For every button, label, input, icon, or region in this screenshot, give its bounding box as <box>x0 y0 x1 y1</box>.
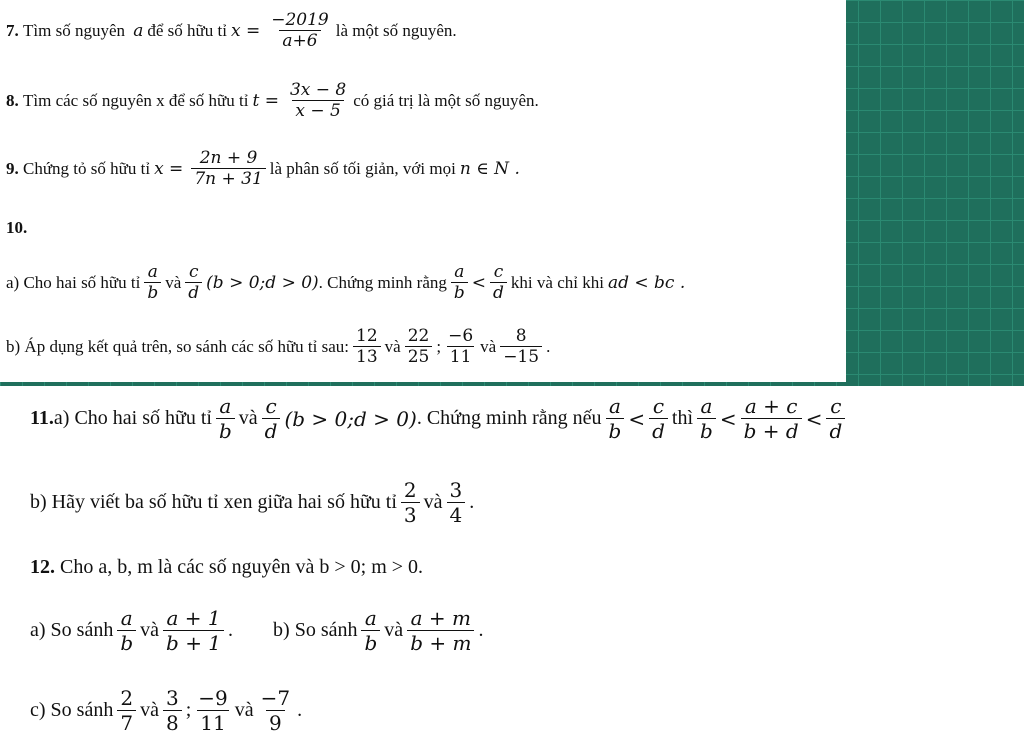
connector-va: và <box>423 491 443 513</box>
numerator: 3 <box>165 686 179 710</box>
problem-10a-text3: khi và chỉ khi <box>510 272 604 292</box>
denominator: 7 <box>117 710 136 735</box>
connector-thi: thì <box>671 407 694 429</box>
numerator: 2n + 9 <box>199 148 258 168</box>
fraction <box>216 394 235 443</box>
problem-9-condition: n ∈ N . <box>459 158 520 179</box>
numerator: 8 <box>515 326 527 346</box>
numerator: a <box>700 394 713 418</box>
denominator: x − 5 <box>292 100 343 121</box>
problem-8 <box>6 80 539 121</box>
denominator: b <box>361 630 380 655</box>
denominator: b + 1 <box>163 630 224 655</box>
numerator: c <box>652 394 665 418</box>
numerator: a <box>147 262 158 282</box>
fraction <box>405 326 433 367</box>
period: . <box>228 619 234 641</box>
semicolon: ; <box>185 699 192 721</box>
denominator: b <box>606 418 625 443</box>
problem-12 <box>30 556 423 579</box>
problem-9-text2: là phân số tối giản, với mọi <box>269 158 456 178</box>
problem-12-number: 12. <box>30 556 55 578</box>
problem-12b-text: b) So sánh <box>273 619 358 641</box>
numerator: a + 1 <box>166 606 221 630</box>
fraction <box>191 148 265 189</box>
denominator: 8 <box>163 710 182 735</box>
problem-12ab <box>30 606 483 655</box>
problem-12-text: Cho a, b, m là các số nguyên và b > 0; m > 0. <box>60 556 424 578</box>
bottom-page <box>0 386 1024 752</box>
numerator: 3x − 8 <box>289 80 347 100</box>
denominator: d <box>185 282 202 303</box>
fraction <box>401 478 420 527</box>
denominator: b + m <box>407 630 474 655</box>
numerator: c <box>188 262 199 282</box>
problem-10b-text: b) Áp dụng kết quả trên, so sánh các số hữu tỉ sau: <box>6 336 350 356</box>
top-page <box>0 0 846 382</box>
fraction <box>826 394 845 443</box>
fraction <box>353 326 381 367</box>
numerator: 2 <box>403 478 417 502</box>
period: . <box>478 619 484 641</box>
numerator: c <box>265 394 277 418</box>
denominator: d <box>262 418 281 443</box>
problem-11a <box>30 394 849 443</box>
fraction <box>287 80 349 121</box>
problem-10-number: 10. <box>6 218 28 237</box>
connector-va: và <box>238 407 258 429</box>
numerator: a <box>454 262 465 282</box>
fraction <box>697 394 716 443</box>
fraction <box>361 606 380 655</box>
fraction <box>144 262 161 303</box>
denominator: a+6 <box>279 30 320 51</box>
fraction <box>163 686 182 735</box>
problem-9-lhs: x = <box>154 158 184 179</box>
numerator: 3 <box>449 478 463 502</box>
problem-11a-text2: . Chứng minh rằng nếu <box>416 407 602 429</box>
problem-8-number: 8. <box>6 90 19 110</box>
numerator: 12 <box>356 326 378 346</box>
fraction <box>262 394 281 443</box>
numerator: a <box>608 394 621 418</box>
fraction <box>117 686 136 735</box>
fraction <box>741 394 802 443</box>
connector-va: và <box>140 699 159 721</box>
connector-va: và <box>234 699 254 721</box>
denominator: b <box>697 418 716 443</box>
period: . <box>297 699 303 721</box>
condition: (b > 0;d > 0) <box>284 406 417 431</box>
denominator: b + d <box>741 418 802 443</box>
problem-8-text2: có giá trị là một số nguyên. <box>353 90 539 110</box>
numerator: c <box>493 262 504 282</box>
numerator: a + c <box>744 394 798 418</box>
denominator: b <box>216 418 235 443</box>
denominator: −15 <box>500 346 542 367</box>
period: . <box>546 336 551 356</box>
denominator: 9 <box>266 710 285 735</box>
denominator: d <box>490 282 507 303</box>
denominator: 13 <box>353 346 381 367</box>
problem-11b-text: b) Hãy viết ba số hữu tỉ xen giữa hai số hữu tỉ <box>30 491 397 513</box>
denominator: d <box>649 418 668 443</box>
condition: (b > 0;d > 0) <box>206 272 319 293</box>
problem-7-var: a <box>133 20 144 41</box>
denominator: 3 <box>401 502 420 527</box>
fraction <box>195 686 230 735</box>
denominator: 4 <box>447 502 466 527</box>
connector-va: và <box>140 619 160 641</box>
fraction <box>447 478 466 527</box>
fraction <box>407 606 474 655</box>
problem-7 <box>6 10 457 51</box>
numerator: a + m <box>410 606 471 630</box>
denominator: b <box>144 282 161 303</box>
problem-12a-text: a) So sánh <box>30 619 114 641</box>
connector-va: và <box>384 619 404 641</box>
problem-9-number: 9. <box>6 158 19 178</box>
problem-11a-text: a) Cho hai số hữu tỉ <box>53 407 212 429</box>
problem-10a-rhs: ad < bc . <box>607 272 686 293</box>
denominator: d <box>826 418 845 443</box>
fraction <box>649 394 668 443</box>
connector-va: và <box>384 336 401 356</box>
problem-7-text2: để số hữu tỉ <box>147 20 227 40</box>
fraction <box>445 326 476 367</box>
problem-7-text: Tìm số nguyên <box>23 20 125 40</box>
fraction <box>185 262 202 303</box>
semicolon: ; <box>436 336 442 356</box>
numerator: −6 <box>448 326 474 346</box>
denominator: b <box>117 630 136 655</box>
numerator: a <box>120 606 133 630</box>
fraction <box>451 262 468 303</box>
fraction <box>500 326 542 367</box>
fraction <box>606 394 625 443</box>
numerator: −2019 <box>271 10 329 30</box>
problem-12c <box>30 686 302 735</box>
problem-7-text3: là một số nguyên. <box>335 20 457 40</box>
problem-9 <box>6 148 524 189</box>
problem-9-text: Chứng tỏ số hữu tỉ <box>23 158 151 178</box>
numerator: −9 <box>198 686 228 710</box>
problem-7-lhs: x = <box>230 20 261 41</box>
problem-11-number: 11. <box>30 407 54 429</box>
less-than: < <box>805 406 823 431</box>
less-than: < <box>628 406 646 431</box>
numerator: a <box>364 606 377 630</box>
problem-12c-text: c) So sánh <box>30 699 114 721</box>
problem-10b <box>6 326 550 367</box>
problem-10a-text2: . Chứng minh rằng <box>318 272 447 292</box>
denominator: b <box>451 282 468 303</box>
fraction <box>258 686 293 735</box>
problem-10 <box>6 218 27 238</box>
numerator: a <box>219 394 232 418</box>
denominator: 11 <box>447 346 475 367</box>
problem-8-lhs: t = <box>252 90 279 111</box>
numerator: 22 <box>407 326 430 346</box>
less-than: < <box>471 272 487 293</box>
numerator: 2 <box>120 686 134 710</box>
numerator: −7 <box>260 686 291 710</box>
connector-va: và <box>165 272 182 292</box>
problem-7-number: 7. <box>6 20 19 40</box>
fraction <box>163 606 224 655</box>
fraction <box>268 10 332 51</box>
less-than: < <box>719 406 737 431</box>
denominator: 11 <box>197 710 228 735</box>
denominator: 25 <box>405 346 433 367</box>
connector-va: và <box>480 336 497 356</box>
problem-11b <box>30 478 474 527</box>
fraction <box>117 606 136 655</box>
numerator: c <box>830 394 842 418</box>
problem-8-text: Tìm các số nguyên x để số hữu tỉ <box>23 90 249 110</box>
problem-10a-text: a) Cho hai số hữu tỉ <box>6 272 141 292</box>
problem-10a <box>6 262 689 303</box>
period: . <box>469 491 475 513</box>
denominator: 7n + 31 <box>191 168 265 189</box>
fraction <box>490 262 507 303</box>
